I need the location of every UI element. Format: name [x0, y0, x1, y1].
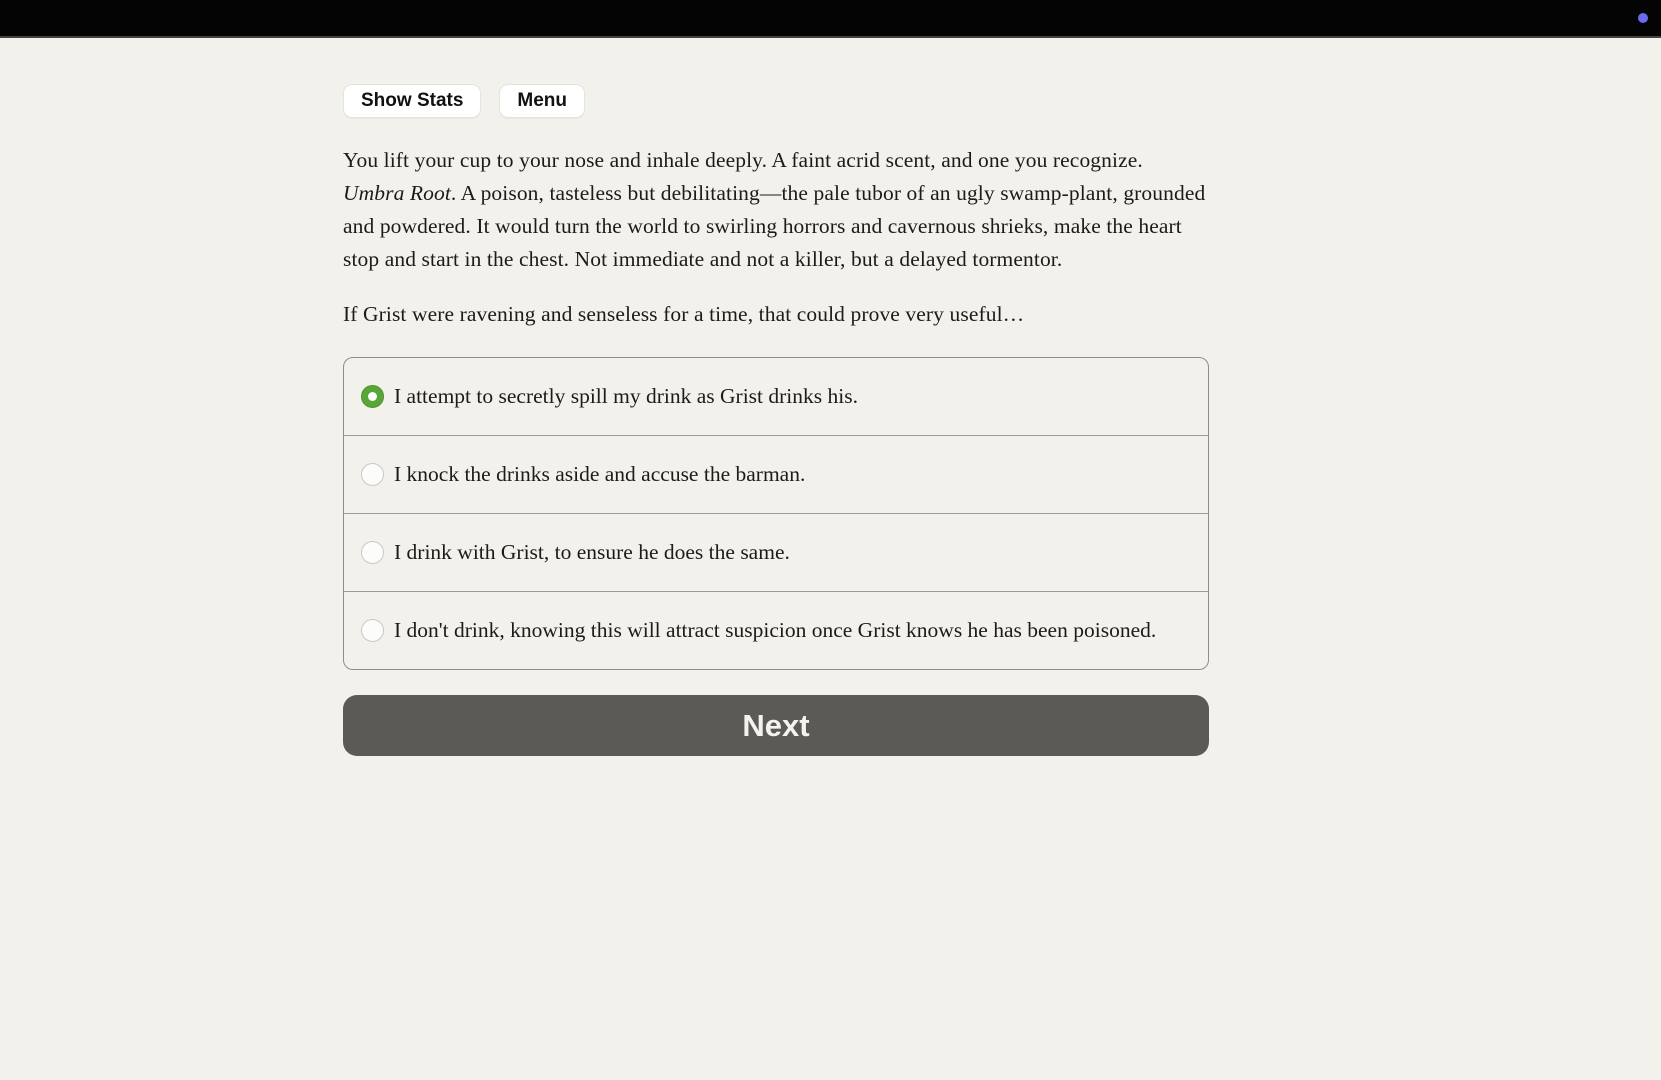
story-text: You lift your cup to your nose and inhale deeply. A faint acrid scent, and one you recognize. — [343, 148, 1143, 172]
notification-dot-icon — [1638, 13, 1648, 23]
choice-option-3[interactable] — [344, 513, 1208, 591]
story-text-italic: Umbra Root — [343, 181, 451, 205]
menu-button[interactable]: Menu — [499, 84, 585, 118]
choice-label: I drink with Grist, to ensure he does the same. — [394, 540, 790, 564]
choice-label: I knock the drinks aside and accuse the barman. — [394, 462, 806, 486]
story-text: . A poison, tasteless but debilitating—the pale tubor of an ugly swamp-plant, grounded and powdered. It would turn the world to swirling horrors and cavernous shrieks, make the heart stop and start in the chest. Not immediate and not a killer, but a delayed tormentor. — [343, 181, 1206, 271]
choice-option-2[interactable] — [344, 435, 1208, 513]
choice-option-4[interactable] — [344, 591, 1208, 669]
radio-button-icon[interactable] — [361, 385, 384, 408]
choice-label: I attempt to secretly spill my drink as Grist drinks his. — [394, 384, 858, 408]
choice-list — [343, 357, 1209, 670]
window-title-bar — [0, 0, 1661, 38]
story-paragraph-1 — [343, 144, 1209, 276]
game-toolbar — [343, 38, 1209, 118]
radio-button-icon[interactable] — [361, 463, 384, 486]
next-button[interactable]: Next — [343, 695, 1209, 756]
game-page — [343, 38, 1209, 756]
radio-button-icon[interactable] — [361, 619, 384, 642]
choice-label: I don't drink, knowing this will attract suspicion once Grist knows he has been poisoned. — [394, 618, 1157, 642]
show-stats-button[interactable]: Show Stats — [343, 84, 481, 118]
choice-option-1[interactable] — [344, 358, 1208, 435]
story-paragraph-2: If Grist were ravening and senseless for a time, that could prove very useful… — [343, 302, 1025, 326]
radio-button-icon[interactable] — [361, 541, 384, 564]
